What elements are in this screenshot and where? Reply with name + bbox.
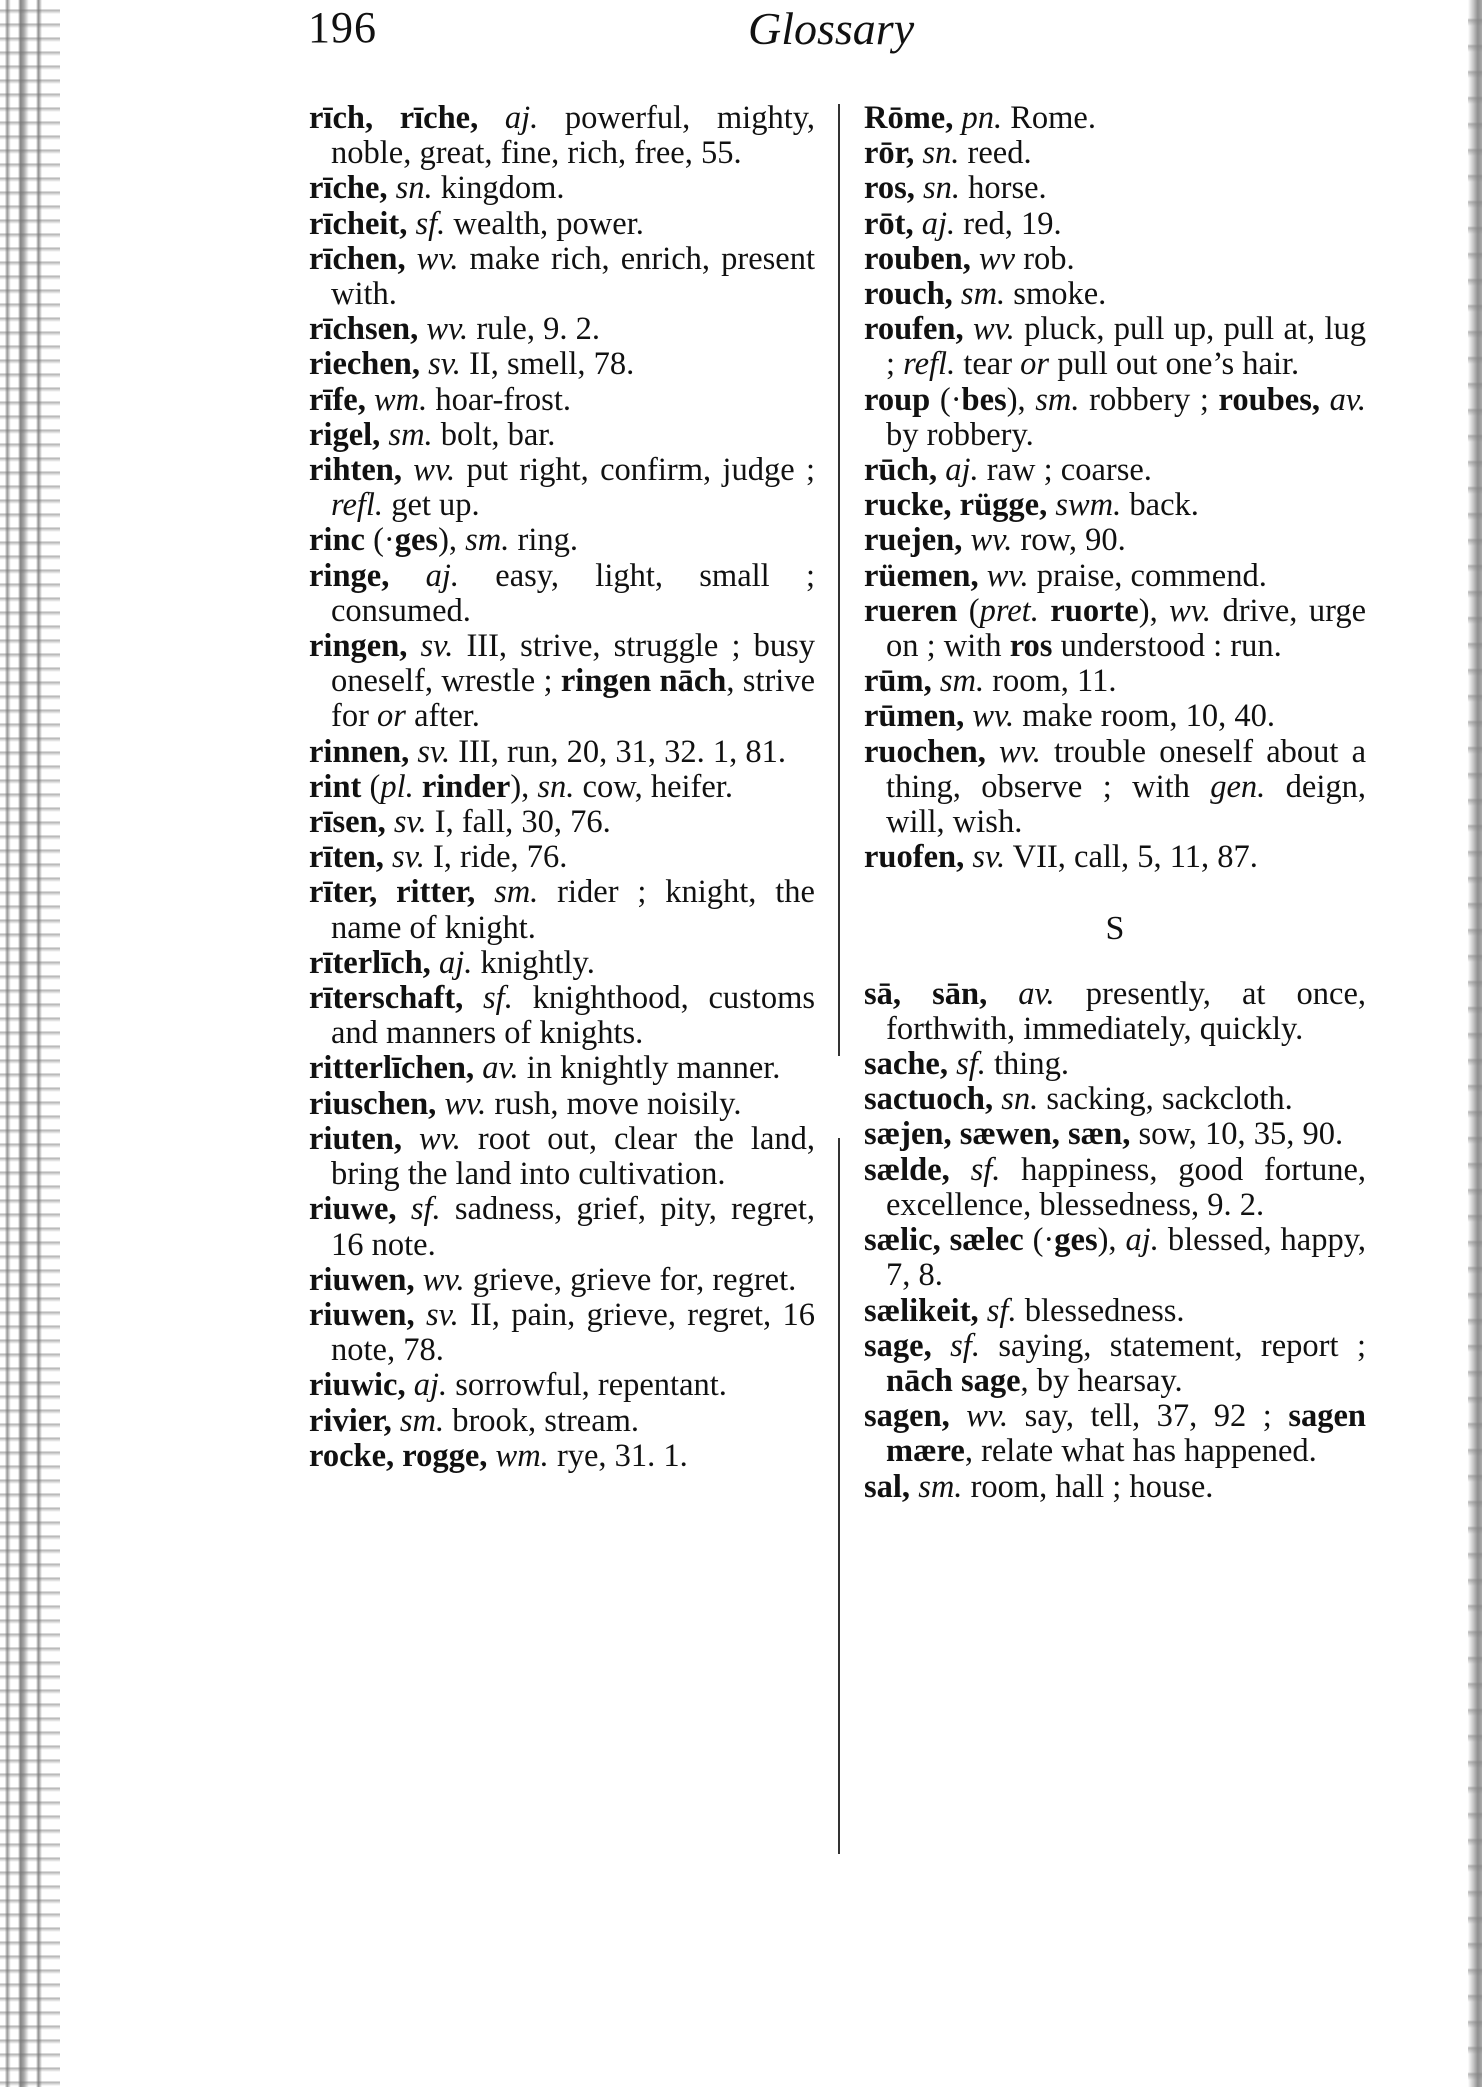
glossary-entry (864, 1294, 1366, 1329)
entry-grammar-label: wv. (419, 1120, 461, 1157)
entry-headword: rinc (309, 522, 374, 559)
entry-headword: riuwen, (309, 1296, 426, 1333)
glossary-entry (309, 770, 815, 805)
glossary-entry (309, 101, 815, 171)
entry-grammar-label: sf. (986, 1292, 1017, 1329)
entry-definition-text: I, ride, 76. (424, 839, 568, 876)
section-letter: S (1105, 910, 1125, 948)
entry-grammar-label: wv. (416, 240, 459, 277)
entry-definition-text: put right, confirm, judge ; (455, 452, 815, 489)
entry-headword: rīcheit, (309, 205, 416, 242)
entry-headword: sælde, (864, 1151, 971, 1188)
entry-grammar-label: sm. (494, 874, 539, 911)
glossary-entry (309, 383, 815, 418)
entry-headword: rīchsen, (309, 311, 427, 348)
glossary-entry (309, 1051, 815, 1086)
entry-grammar-label: sv. (420, 628, 454, 665)
running-title: Glossary (748, 3, 915, 54)
entry-grammar-label: av. (482, 1050, 519, 1087)
entry-grammar-label: sm. (1035, 381, 1080, 418)
entry-headword: ritterlīchen, (309, 1050, 483, 1087)
glossary-entry (309, 418, 815, 453)
entry-definition-text: , relate what has happened. (964, 1433, 1317, 1470)
entry-headword: rouben, (864, 240, 979, 277)
entry-headword: riuwic, (309, 1367, 414, 1404)
entry-definition-text: , by hearsay. (1020, 1362, 1183, 1399)
entry-definition-text: hoar-frost. (427, 381, 571, 418)
entry-definition-text: grieve, grieve for, regret. (464, 1261, 797, 1298)
entry-headword: ges (394, 522, 439, 559)
glossary-entry (309, 1263, 815, 1298)
entry-grammar-label: aj. (945, 452, 979, 489)
entry-definition-text: pluck, pull up, pull at, lug ; (886, 311, 1366, 383)
entry-grammar-label: aj. (1125, 1222, 1159, 1259)
entry-headword: sagen, (864, 1398, 967, 1435)
entry-headword: rīch, rīche, (309, 100, 505, 136)
entry-definition-text: (· (939, 381, 962, 418)
entry-definition-text: raw ; coarse. (978, 452, 1152, 489)
glossary-entry (864, 699, 1366, 734)
glossary-column-right (864, 101, 1366, 1505)
entry-grammar-label: sv. (393, 804, 427, 841)
entry-grammar-label: or (377, 698, 406, 735)
entry-headword: rīfe, (309, 381, 374, 418)
entry-grammar-label: swm. (1055, 487, 1122, 524)
glossary-entry (309, 1404, 815, 1439)
entry-grammar-label: wv. (966, 1398, 1009, 1435)
entry-definition-text: horse. (960, 170, 1047, 207)
entry-grammar-label: sm. (399, 1402, 445, 1439)
entry-grammar-label: sf. (483, 980, 513, 1017)
glossary-entry (309, 735, 815, 770)
glossary-entry (309, 805, 815, 840)
entry-definition-text: presently, at once, forthwith, immediately, quickly. (886, 975, 1367, 1047)
entry-grammar-label: sf. (970, 1151, 1001, 1188)
glossary-entry (864, 1047, 1366, 1082)
entry-grammar-label: sm. (918, 1468, 963, 1505)
entry-headword: rueren (864, 592, 969, 629)
entry-definition-text: , strive for (331, 663, 815, 735)
entry-grammar-label: aj. (425, 557, 460, 594)
entry-grammar-label: sv. (392, 839, 425, 876)
entry-headword: riuten, (309, 1120, 420, 1157)
entry-headword: ringen, (309, 628, 421, 665)
glossary-entry (309, 1439, 815, 1474)
glossary-entry (309, 1087, 815, 1122)
glossary-entry (864, 1223, 1366, 1293)
entry-definition-text: easy, light, small ; consumed. (331, 557, 815, 629)
entry-headword: rīchen, (309, 240, 417, 277)
entry-headword: sælikeit, (864, 1292, 987, 1329)
entry-definition-text: VII, call, 5, 11, 87. (1005, 839, 1258, 876)
entry-definition-text: reed. (959, 135, 1032, 172)
glossary-entry (309, 559, 815, 629)
entry-headword: ges (1054, 1222, 1098, 1259)
entry-headword: rihten, (309, 452, 414, 489)
entry-headword: rocke, rogge, (309, 1437, 496, 1474)
entry-definition-text: I, fall, 30, 76. (426, 804, 611, 841)
entry-headword: ruorte (1050, 592, 1139, 629)
entry-definition-text: bolt, bar. (432, 416, 556, 453)
column-divider-lower (838, 1138, 840, 1854)
entry-headword: sæjen, sæwen, sæn, (864, 1116, 1139, 1153)
entry-definition-text: red, 19. (955, 205, 1062, 242)
entry-headword: ruochen, (864, 733, 1000, 770)
entry-headword: sache, (864, 1046, 957, 1083)
entry-grammar-label: sm. (388, 416, 433, 453)
entry-headword: rīche, (309, 170, 396, 207)
entry-headword: rucke, rügge, (864, 487, 1056, 524)
glossary-entry (309, 171, 815, 206)
page-binding-edge-right (1468, 0, 1482, 2087)
entry-definition-text: room, hall ; house. (962, 1468, 1214, 1505)
entry-grammar-label: or (1020, 346, 1050, 383)
entry-grammar-label: sv. (425, 1296, 459, 1333)
glossary-entry (309, 946, 815, 981)
entry-grammar-label: gen. (1210, 768, 1266, 805)
entry-grammar-label: sv. (417, 733, 451, 770)
entry-definition-text: say, tell, 37, 92 ; (1008, 1398, 1289, 1435)
glossary-entry (864, 594, 1366, 664)
entry-grammar-label: sn. (1001, 1081, 1039, 1118)
glossary-entry (864, 1153, 1366, 1223)
entry-definition-text: ), (1138, 592, 1170, 629)
entry-headword: rinnen, (309, 733, 418, 770)
entry-definition-text: robbery ; (1079, 381, 1219, 418)
entry-grammar-label: wv. (426, 311, 469, 348)
glossary-entry (864, 1399, 1366, 1469)
entry-definition-text: tear (955, 346, 1021, 383)
glossary-entry (309, 207, 815, 242)
entry-grammar-label: wv. (999, 733, 1041, 770)
entry-headword: rüemen, (864, 557, 987, 594)
entry-definition-text: trouble oneself about a thing, observe ; with (886, 733, 1366, 805)
entry-definition-text: deign, will, wish. (886, 768, 1366, 841)
entry-grammar-label: wv. (970, 522, 1013, 559)
entry-definition-text: saying, statement, report ; (979, 1327, 1366, 1364)
glossary-entry (864, 312, 1366, 382)
entry-definition-text: blessed, happy, 7, 8. (886, 1222, 1366, 1294)
entry-grammar-label: aj. (413, 1367, 448, 1404)
entry-definition-text: (· (1032, 1222, 1055, 1259)
entry-definition-text: Rome. (1002, 100, 1096, 136)
glossary-entry (309, 453, 815, 523)
glossary-entry (864, 207, 1366, 242)
entry-grammar-label: aj. (504, 100, 539, 136)
entry-definition-text: III, strive, struggle ; busy oneself, wrestle ; (331, 628, 815, 700)
entry-headword: sage, (864, 1327, 951, 1364)
glossary-entry (309, 523, 815, 558)
entry-grammar-label: refl. (903, 346, 956, 383)
entry-definition-text: make rich, enrich, present with. (331, 240, 815, 313)
entry-definition-text: blessedness. (1016, 1292, 1185, 1329)
entry-grammar-label: wv (979, 240, 1016, 277)
entry-headword: rouch, (864, 276, 961, 313)
entry-grammar-label: wv. (413, 452, 456, 489)
glossary-entries-r-before (864, 101, 1366, 875)
entry-headword: rūmen, (864, 698, 973, 735)
glossary-entry (864, 1329, 1366, 1399)
entry-definition-text: II, smell, 78. (460, 346, 635, 383)
entry-grammar-label: sm. (465, 522, 510, 559)
glossary-entry (864, 136, 1366, 171)
entry-definition-text: room, 11. (984, 663, 1117, 700)
entry-grammar-label: sn. (922, 135, 960, 172)
glossary-entry (864, 1470, 1366, 1505)
entry-headword: rivier, (309, 1402, 400, 1439)
entry-headword: rint (309, 768, 370, 805)
entry-headword: riuschen, (309, 1085, 445, 1122)
glossary-entry (309, 840, 815, 875)
entry-grammar-label: wv. (972, 311, 1015, 348)
glossary-entry (309, 1368, 815, 1403)
entry-headword: riuwen, (309, 1261, 423, 1298)
entry-grammar-label: sn. (395, 170, 433, 207)
entry-grammar-label: wv. (1169, 592, 1211, 629)
entry-definition-text: by robbery. (886, 416, 1034, 453)
entry-definition-text: ), (510, 768, 538, 805)
entry-headword: rīterschaft, (309, 980, 484, 1017)
entry-grammar-label: pl. (380, 768, 414, 805)
entry-definition-text: root out, clear the land, bring the land into cultivation. (331, 1120, 815, 1193)
entry-definition-text: after. (405, 698, 480, 735)
glossary-entry (309, 1298, 815, 1368)
entry-grammar-label: sf. (950, 1327, 980, 1364)
entry-definition-text: sow, 10, 35, 90. (1138, 1116, 1344, 1153)
entry-definition-text: in knightly manner. (518, 1050, 781, 1087)
entry-grammar-label: wv. (422, 1261, 465, 1298)
entry-headword: rinder (421, 768, 511, 805)
entry-headword: bes (961, 381, 1007, 418)
glossary-entry (309, 629, 815, 735)
entry-headword: ringe, (309, 557, 426, 594)
entry-definition-text: rob. (1015, 240, 1075, 277)
entry-definition-text: pull out one’s hair. (1049, 346, 1300, 383)
column-divider-upper (838, 104, 840, 1056)
entry-definition-text: (· (373, 522, 395, 559)
entry-definition-text: ), (1006, 381, 1036, 418)
glossary-entry (864, 1082, 1366, 1117)
glossary-entry (864, 1117, 1366, 1152)
entry-grammar-label: av. (1018, 975, 1055, 1012)
entry-definition-text: knighthood, customs and manners of knights. (331, 980, 816, 1052)
entry-grammar-label: sn. (537, 768, 575, 805)
entry-grammar-label: wv. (972, 698, 1015, 735)
entry-grammar-label: av. (1329, 381, 1366, 418)
glossary-entry (864, 171, 1366, 206)
entry-headword: rīten, (309, 839, 393, 876)
entry-grammar-label: aj. (438, 944, 473, 981)
glossary-entry (864, 242, 1366, 277)
entry-definition-text: ( (369, 768, 381, 805)
entry-definition-text: wealth, power. (445, 205, 644, 242)
entry-grammar-label: sf. (415, 205, 446, 242)
entry-headword: rūm, (864, 663, 940, 700)
entry-headword: ros (1009, 628, 1053, 665)
entry-definition-text (1039, 593, 1050, 629)
glossary-entry (864, 453, 1366, 488)
glossary-entry (864, 977, 1366, 1047)
entry-grammar-label: sm. (960, 276, 1006, 313)
entry-definition-text: back. (1121, 487, 1199, 524)
entry-definition-text: rye, 31. 1. (548, 1437, 688, 1474)
glossary-entry (864, 523, 1366, 558)
entry-definition-text: kingdom. (432, 170, 565, 207)
entry-headword: rīsen, (309, 804, 394, 841)
entry-headword: sælic, sælec (864, 1222, 1033, 1259)
entry-definition-text: understood : run. (1052, 628, 1282, 665)
entry-grammar-label: pn. (961, 100, 1003, 136)
glossary-entry (864, 277, 1366, 312)
entry-headword: rōr, (864, 135, 923, 172)
glossary-column-left (309, 101, 815, 1474)
entry-definition-text: praise, commend. (1028, 557, 1267, 594)
entry-headword: sal, (864, 1468, 919, 1505)
entry-definition-text: ( (968, 592, 980, 629)
entry-definition-text: get up. (383, 487, 480, 524)
entry-definition-text: drive, urge on ; with (886, 592, 1366, 665)
entry-grammar-label: wv. (986, 557, 1029, 594)
glossary-entry (864, 664, 1366, 699)
glossary-entry (309, 1192, 815, 1262)
entry-definition-text: sadness, grief, pity, regret, 16 note. (331, 1191, 815, 1263)
page-binding-edge-left (0, 0, 60, 2087)
entry-definition-text: cow, heifer. (574, 768, 733, 805)
entry-definition-text: rush, move noisily. (486, 1085, 742, 1122)
entry-definition-text: row, 90. (1012, 522, 1126, 559)
entry-grammar-label: wm. (495, 1437, 549, 1474)
entry-headword: ruejen, (864, 522, 971, 559)
entry-definition-text: ), (438, 522, 466, 559)
entry-headword: Rōme, (864, 100, 962, 136)
entry-headword: roup (864, 381, 940, 418)
entry-headword: sā, sān, (864, 975, 1019, 1012)
entry-definition-text: III, run, 20, 31, 32. 1, 81. (450, 733, 786, 770)
entry-headword: ruofen, (864, 839, 973, 876)
glossary-entry (309, 981, 815, 1051)
glossary-entry (864, 559, 1366, 594)
entry-headword: roubes, (1218, 381, 1330, 418)
entry-headword: roufen, (864, 311, 973, 348)
entry-definition-text: make room, 10, 40. (1014, 698, 1276, 735)
entry-grammar-label: sv. (972, 839, 1006, 876)
entry-grammar-label: sm. (939, 663, 985, 700)
entry-headword: rigel, (309, 416, 389, 453)
entry-definition-text: thing. (985, 1046, 1069, 1083)
entry-headword: rīterlīch, (309, 944, 439, 981)
entry-headword: ros, (864, 170, 923, 207)
entry-headword: sactuoch, (864, 1081, 1002, 1118)
entry-grammar-label: sv. (428, 346, 461, 383)
entry-definition-text: smoke. (1005, 276, 1107, 313)
entry-definition-text: brook, stream. (444, 1402, 640, 1439)
glossary-entry (864, 383, 1366, 453)
glossary-entry (864, 735, 1366, 841)
entry-headword: rōt, (864, 205, 922, 242)
entry-headword: rūch, (864, 452, 946, 489)
entry-grammar-label: sn. (923, 170, 961, 207)
page-number: 196 (308, 3, 377, 52)
entry-headword: riechen, (309, 346, 429, 383)
glossary-entry (864, 840, 1366, 875)
entry-grammar-label: refl. (331, 487, 384, 524)
entry-grammar-label: wv. (444, 1085, 487, 1122)
glossary-entry (864, 101, 1366, 136)
entry-headword: riuwe, (309, 1191, 411, 1228)
entry-definition-text: sorrowful, repentant. (447, 1367, 727, 1404)
glossary-entry (309, 875, 815, 945)
entry-grammar-label: aj. (921, 205, 956, 242)
glossary-entry (309, 347, 815, 382)
entry-definition-text: rider ; knight, the name of knight. (331, 874, 815, 946)
entry-definition-text: II, pain, grieve, regret, 16 note, 78. (331, 1296, 816, 1369)
glossary-entry (864, 488, 1366, 523)
glossary-entries-r-after (864, 977, 1366, 1505)
entry-definition-text: ring. (509, 522, 579, 559)
entry-headword: ringen nāch (560, 663, 727, 700)
entry-definition-text: powerful, mighty, noble, great, fine, rich, free, 55. (331, 100, 815, 172)
entry-definition-text: knightly. (472, 944, 595, 981)
glossary-entry (309, 1122, 815, 1192)
entry-headword: rīter, ritter, (309, 874, 495, 911)
entry-definition-text: happiness, good fortune, excellence, blessedness, 9. 2. (886, 1151, 1366, 1223)
entry-definition-text: ), (1097, 1222, 1126, 1259)
entry-definition-text (414, 769, 422, 805)
entry-headword: sagen mære (886, 1398, 1366, 1470)
entry-definition-text: rule, 9. 2. (468, 311, 600, 348)
entry-grammar-label: sf. (956, 1046, 986, 1083)
glossary-entry (309, 242, 815, 312)
entry-grammar-label: wm. (373, 381, 428, 418)
entry-grammar-label: sf. (410, 1191, 441, 1228)
entry-definition-text: sacking, sackcloth. (1038, 1081, 1293, 1118)
entry-headword: nāch sage (886, 1362, 1021, 1399)
glossary-entry (309, 312, 815, 347)
entry-grammar-label: pret. (979, 592, 1039, 629)
